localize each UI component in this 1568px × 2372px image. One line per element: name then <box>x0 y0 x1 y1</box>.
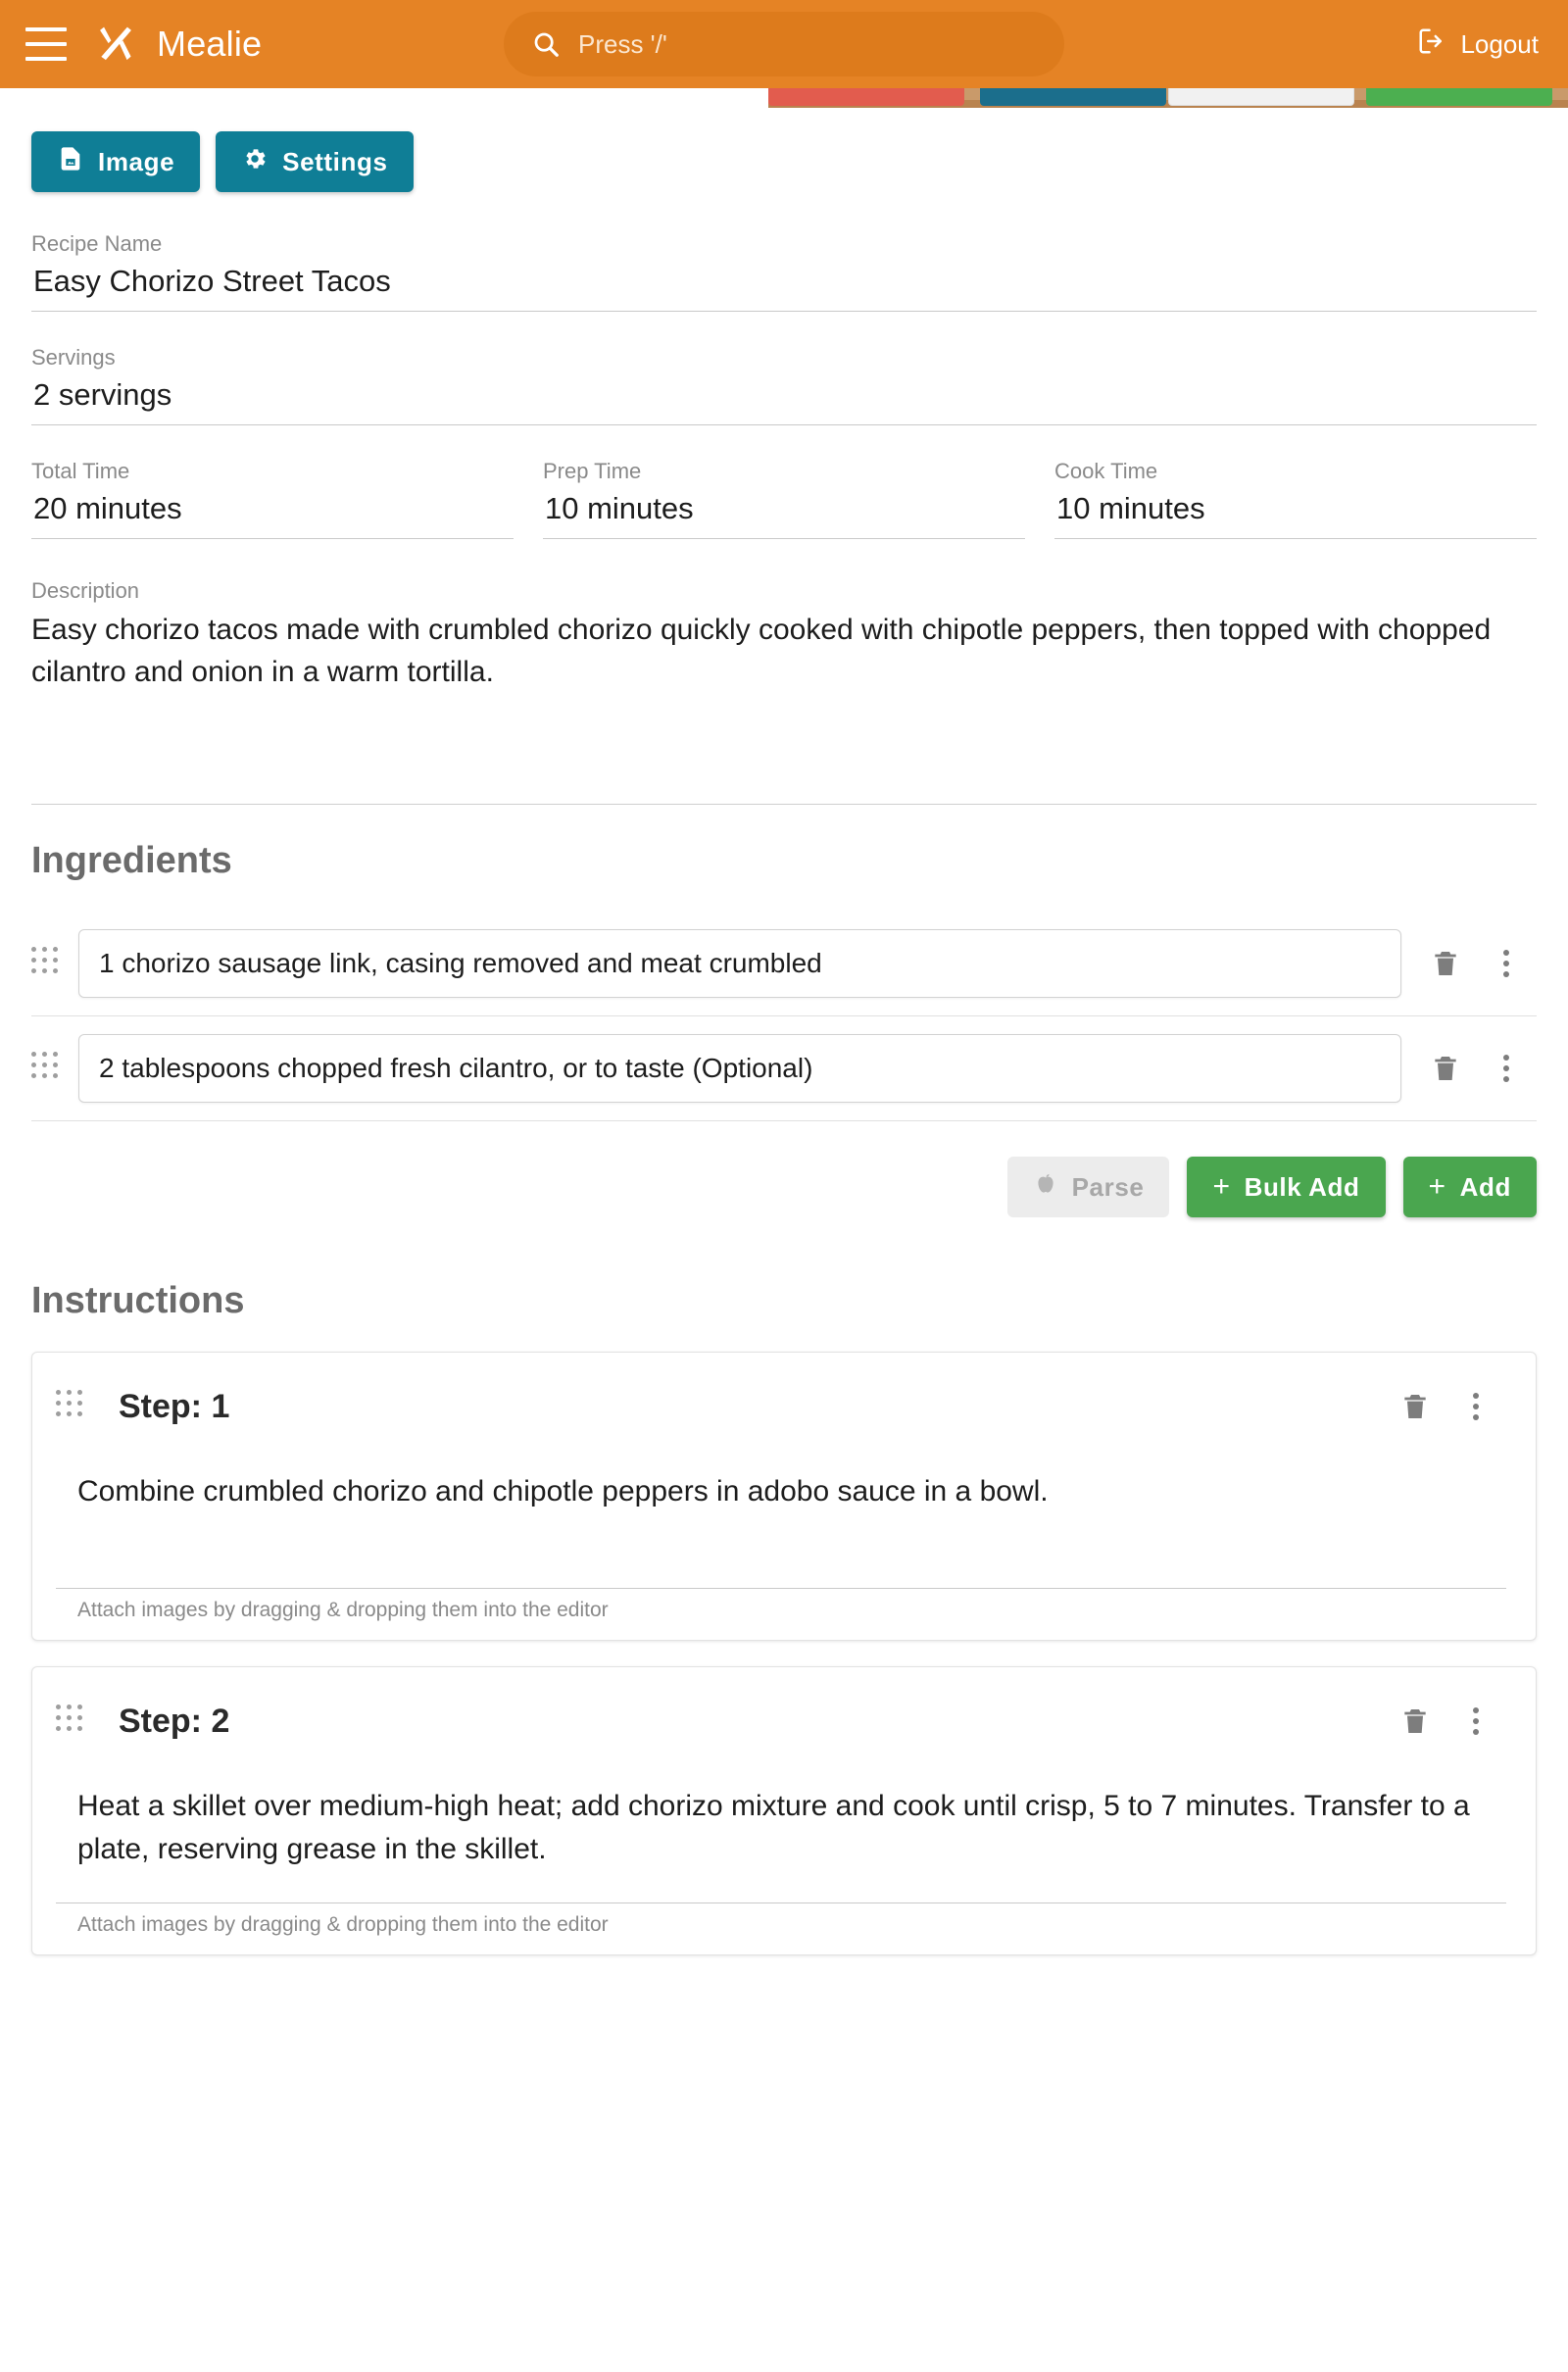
drag-handle-icon[interactable] <box>56 1705 89 1738</box>
trash-icon[interactable] <box>1415 933 1476 994</box>
step-attach-hint: Attach images by dragging & dropping them into the editor <box>56 1588 1506 1626</box>
ingredient-row <box>31 912 1537 1016</box>
total-time-input[interactable] <box>31 490 514 539</box>
settings-button-label: Settings <box>282 146 388 176</box>
ingredient-actions <box>1415 1038 1537 1099</box>
image-button-label: Image <box>98 146 175 176</box>
settings-button[interactable] <box>216 131 413 192</box>
plus-icon: + <box>1212 1170 1231 1203</box>
recipe-name-input[interactable] <box>31 263 1537 312</box>
step-actions <box>1385 1376 1506 1437</box>
step-attach-hint: Attach images by dragging & dropping them into the editor <box>56 1903 1506 1941</box>
step-header <box>56 1376 1506 1437</box>
hamburger-menu-icon[interactable] <box>25 27 67 61</box>
kebab-menu-icon[interactable] <box>1446 1376 1506 1437</box>
step-title: Step: 2 <box>119 1702 230 1740</box>
recipe-name-label: Recipe Name <box>31 231 163 256</box>
logout-button[interactable] <box>1417 26 1539 63</box>
kebab-menu-icon[interactable] <box>1476 933 1537 994</box>
trash-icon[interactable] <box>1415 1038 1476 1099</box>
prep-time-input[interactable] <box>543 490 1025 539</box>
times-row <box>31 459 1537 539</box>
add-label: Add <box>1459 1171 1511 1202</box>
app-title: Mealie <box>157 24 263 64</box>
cook-time-input[interactable] <box>1054 490 1537 539</box>
step-actions <box>1385 1691 1506 1752</box>
servings-field[interactable] <box>31 345 1537 425</box>
total-time-label: Total Time <box>31 459 130 483</box>
image-button[interactable] <box>31 131 200 192</box>
servings-input[interactable] <box>31 376 1537 425</box>
description-label: Description <box>31 578 140 603</box>
instruction-step-card <box>31 1666 1537 1955</box>
description-input[interactable]: Easy chorizo tacos made with crumbled chorizo quickly cooked with chipotle peppers, then topped with chopped cilantro and onion in a warm tortilla. <box>31 614 1492 688</box>
search-icon <box>531 29 561 59</box>
bulk-add-button[interactable] <box>1187 1157 1385 1217</box>
add-ingredient-button[interactable] <box>1403 1157 1537 1217</box>
instructions-title: Instructions <box>31 1280 245 1321</box>
cook-time-field[interactable] <box>1054 459 1537 539</box>
plus-icon: + <box>1428 1170 1446 1203</box>
recipe-name-field[interactable] <box>31 231 1537 312</box>
recipe-editor <box>0 108 1568 1981</box>
logout-icon <box>1417 26 1446 63</box>
cook-time-label: Cook Time <box>1054 459 1158 483</box>
trash-icon[interactable] <box>1385 1376 1446 1437</box>
section-divider <box>31 804 1537 805</box>
trash-icon[interactable] <box>1385 1691 1446 1752</box>
bulk-add-label: Bulk Add <box>1244 1171 1360 1202</box>
parse-button[interactable] <box>1007 1157 1170 1217</box>
gear-icon <box>241 145 269 179</box>
ingredient-input[interactable] <box>78 1034 1401 1103</box>
food-apple-icon <box>1033 1171 1058 1204</box>
step-header <box>56 1691 1506 1752</box>
image-file-icon <box>57 145 84 179</box>
drag-handle-icon[interactable] <box>31 1052 65 1085</box>
editor-toolbar <box>31 131 1537 192</box>
prep-time-label: Prep Time <box>543 459 642 483</box>
prep-time-field[interactable] <box>543 459 1025 539</box>
instruction-step-card <box>31 1352 1537 1641</box>
ingredient-actions <box>1415 933 1537 994</box>
step-text-editor[interactable]: Combine crumbled chorizo and chipotle peppers in adobo sauce in a bowl. <box>77 1475 1049 1507</box>
ingredient-input[interactable] <box>78 929 1401 998</box>
top-app-bar <box>0 0 1568 88</box>
kebab-menu-icon[interactable] <box>1476 1038 1537 1099</box>
search-input[interactable] <box>576 28 1037 61</box>
step-text-editor[interactable]: Heat a skillet over medium-high heat; add chorizo mixture and cook until crisp, 5 to 7 minutes. Transfer to a plate, reserving grease in the skillet. <box>77 1790 1470 1865</box>
ingredient-row <box>31 1016 1537 1121</box>
description-field[interactable] <box>31 578 1537 796</box>
ingredients-title: Ingredients <box>31 840 232 881</box>
total-time-field[interactable] <box>31 459 514 539</box>
fork-knife-logo-icon <box>92 21 139 68</box>
drag-handle-icon[interactable] <box>56 1390 89 1423</box>
drag-handle-icon[interactable] <box>31 947 65 980</box>
kebab-menu-icon[interactable] <box>1446 1691 1506 1752</box>
servings-label: Servings <box>31 345 116 370</box>
logout-label: Logout <box>1460 28 1539 59</box>
ingredient-actions-row <box>31 1157 1537 1217</box>
parse-button-label: Parse <box>1071 1171 1145 1202</box>
search-box[interactable] <box>504 12 1064 76</box>
step-title: Step: 1 <box>119 1387 230 1425</box>
